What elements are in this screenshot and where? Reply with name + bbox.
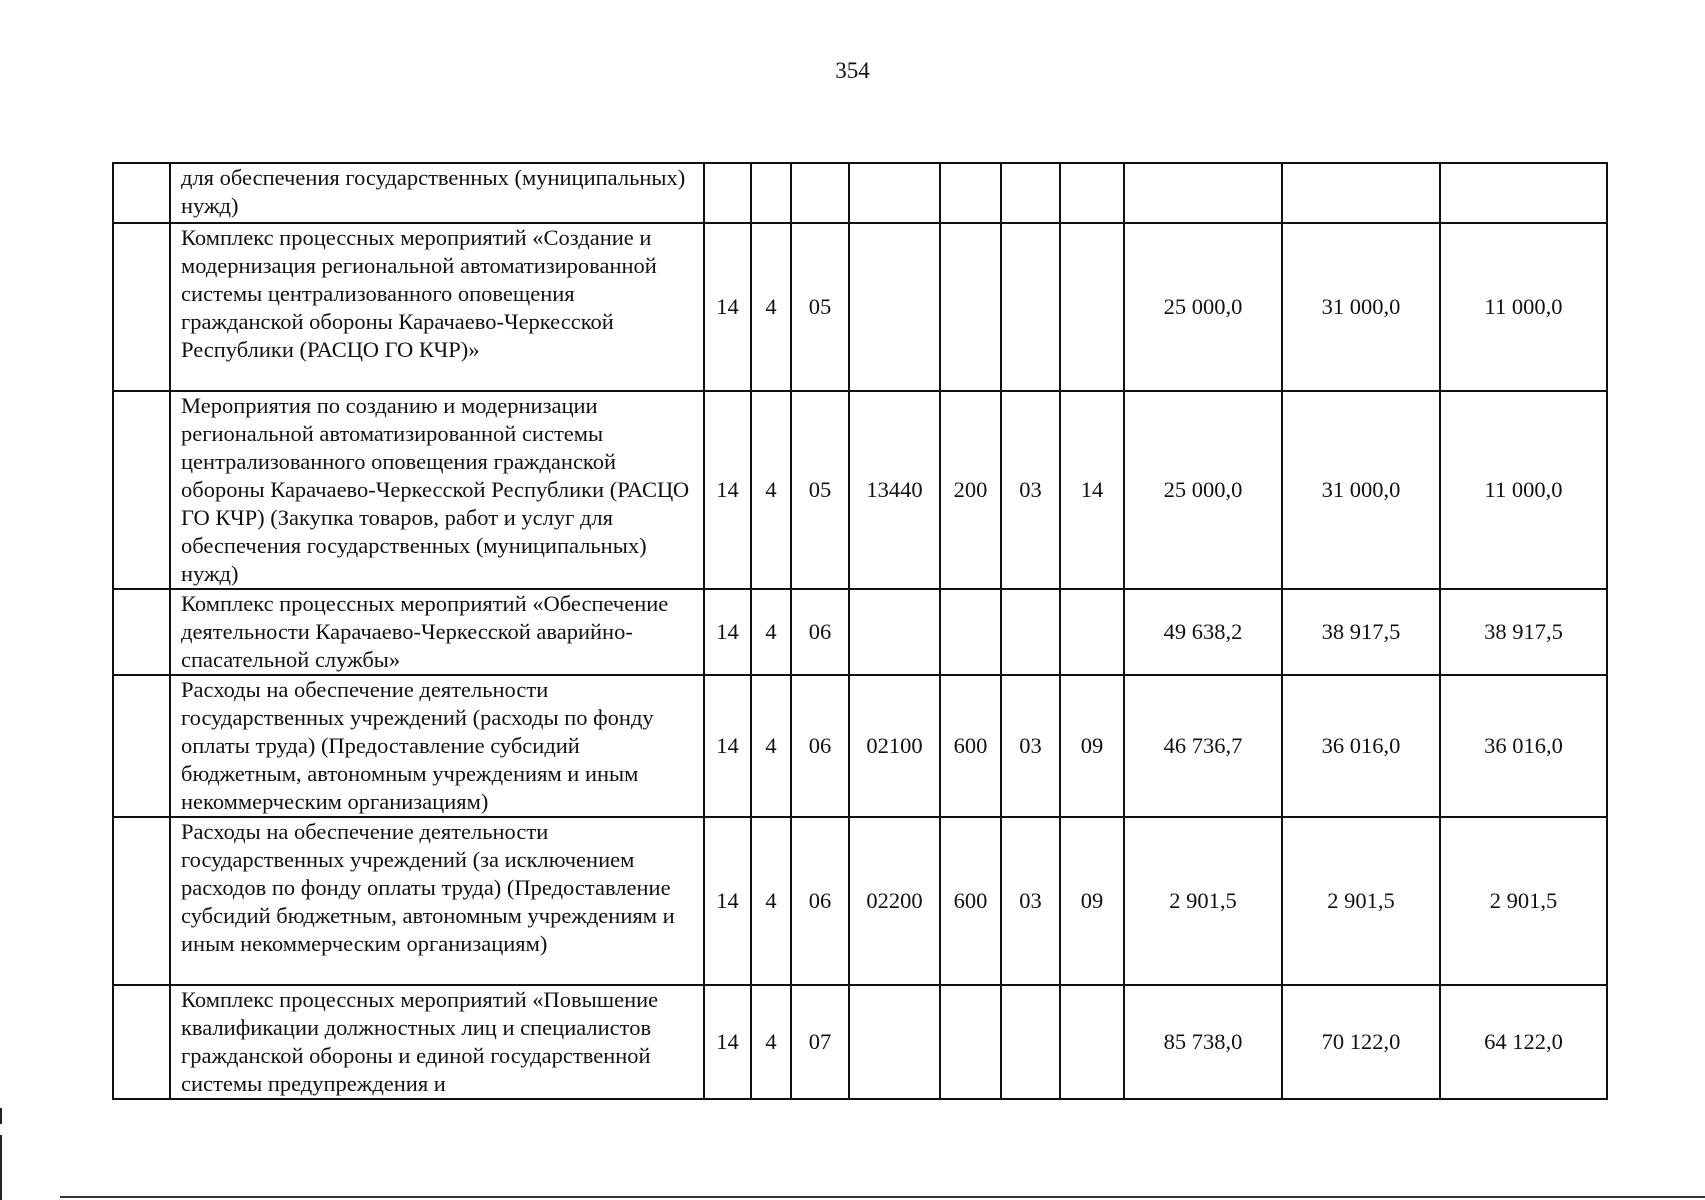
code-cell: 14 (704, 589, 751, 675)
code-cell (1001, 589, 1060, 675)
row-index-cell (113, 985, 170, 1099)
code-cell: 06 (791, 675, 849, 817)
amount-cell: 85 738,0 (1124, 985, 1282, 1099)
code-cell (940, 985, 1001, 1099)
amount-cell: 36 016,0 (1282, 675, 1440, 817)
code-cell: 14 (704, 817, 751, 985)
table-row (113, 985, 1607, 1099)
row-index-cell (113, 223, 170, 391)
amount-cell (1440, 163, 1607, 223)
amount-cell: 2 901,5 (1124, 817, 1282, 985)
code-cell: 600 (940, 817, 1001, 985)
description-cell: Комплекс процессных мероприятий «Обеспечение деятельности Карачаево-Черкесской аварийно-спасательной службы» (170, 589, 704, 675)
table-body (113, 163, 1607, 1099)
description-cell: Комплекс процессных мероприятий «Повышение квалификации должностных лиц и специалистов гражданской обороны и единой государственной системы предупреждения и (170, 985, 704, 1099)
amount-cell: 38 917,5 (1282, 589, 1440, 675)
table-row (113, 817, 1607, 985)
amount-cell (1282, 163, 1440, 223)
table-row (113, 589, 1607, 675)
code-cell: 06 (791, 817, 849, 985)
amount-cell: 38 917,5 (1440, 589, 1607, 675)
code-cell (940, 589, 1001, 675)
code-cell: 05 (791, 223, 849, 391)
row-index-cell (113, 163, 170, 223)
scan-artifact-mark (0, 1108, 2, 1124)
code-cell (791, 163, 849, 223)
code-cell (1060, 589, 1124, 675)
amount-cell: 36 016,0 (1440, 675, 1607, 817)
code-cell: 03 (1001, 675, 1060, 817)
amount-cell: 11 000,0 (1440, 391, 1607, 589)
code-cell (1001, 223, 1060, 391)
description-cell: Расходы на обеспечение деятельности государственных учреждений (расходы по фонду оплаты труда) (Предоставление субсидий бюджетным, автономным учреждениям и иным некоммерческим организациям) (170, 675, 704, 817)
amount-cell: 31 000,0 (1282, 223, 1440, 391)
table-row (113, 391, 1607, 589)
code-cell (1060, 985, 1124, 1099)
code-cell: 02100 (849, 675, 940, 817)
code-cell: 03 (1001, 817, 1060, 985)
code-cell: 4 (751, 675, 791, 817)
code-cell (1001, 163, 1060, 223)
row-index-cell (113, 391, 170, 589)
code-cell (704, 163, 751, 223)
row-index-cell (113, 675, 170, 817)
code-cell (849, 985, 940, 1099)
code-cell: 09 (1060, 675, 1124, 817)
amount-cell: 2 901,5 (1440, 817, 1607, 985)
code-cell: 4 (751, 391, 791, 589)
budget-table (112, 162, 1608, 1100)
amount-cell: 25 000,0 (1124, 223, 1282, 391)
code-cell: 14 (1060, 391, 1124, 589)
code-cell: 06 (791, 589, 849, 675)
code-cell (1060, 163, 1124, 223)
code-cell (940, 163, 1001, 223)
code-cell: 14 (704, 675, 751, 817)
amount-cell: 46 736,7 (1124, 675, 1282, 817)
code-cell: 03 (1001, 391, 1060, 589)
code-cell (940, 223, 1001, 391)
code-cell (849, 223, 940, 391)
code-cell (849, 163, 940, 223)
row-index-cell (113, 589, 170, 675)
code-cell: 13440 (849, 391, 940, 589)
code-cell: 4 (751, 223, 791, 391)
code-cell: 02200 (849, 817, 940, 985)
code-cell: 14 (704, 985, 751, 1099)
amount-cell: 64 122,0 (1440, 985, 1607, 1099)
amount-cell (1124, 163, 1282, 223)
amount-cell: 70 122,0 (1282, 985, 1440, 1099)
row-index-cell (113, 817, 170, 985)
code-cell: 4 (751, 985, 791, 1099)
table-row (113, 223, 1607, 391)
description-cell: Комплекс процессных мероприятий «Создание и модернизация региональной автоматизированной системы централизованного оповещения гражданской обороны Карачаево-Черкесской Республики (РАСЦО ГО КЧР)» (170, 223, 704, 391)
table-row (113, 675, 1607, 817)
amount-cell: 2 901,5 (1282, 817, 1440, 985)
code-cell (751, 163, 791, 223)
amount-cell: 49 638,2 (1124, 589, 1282, 675)
amount-cell: 11 000,0 (1440, 223, 1607, 391)
scan-artifact-line (60, 1196, 1705, 1198)
amount-cell: 25 000,0 (1124, 391, 1282, 589)
code-cell: 09 (1060, 817, 1124, 985)
description-cell: для обеспечения государственных (муниципальных) нужд) (170, 163, 704, 223)
code-cell (849, 589, 940, 675)
code-cell: 200 (940, 391, 1001, 589)
code-cell: 07 (791, 985, 849, 1099)
scan-artifact-mark (0, 1135, 2, 1200)
code-cell: 05 (791, 391, 849, 589)
page-number: 354 (835, 58, 870, 83)
description-cell: Мероприятия по созданию и модернизации региональной автоматизированной системы централизованного оповещения гражданской обороны Карачаево-Черкесской Республики (РАСЦО ГО КЧР) (Закупка товаров, работ и услуг для обеспечения государственных (муниципальных) нужд) (170, 391, 704, 589)
table-row (113, 163, 1607, 223)
code-cell (1060, 223, 1124, 391)
code-cell: 14 (704, 391, 751, 589)
code-cell: 14 (704, 223, 751, 391)
code-cell (1001, 985, 1060, 1099)
description-cell: Расходы на обеспечение деятельности государственных учреждений (за исключением расходов по фонду оплаты труда) (Предоставление субсидий бюджетным, автономным учреждениям и иным некоммерческим организациям) (170, 817, 704, 985)
code-cell: 4 (751, 817, 791, 985)
amount-cell: 31 000,0 (1282, 391, 1440, 589)
code-cell: 4 (751, 589, 791, 675)
code-cell: 600 (940, 675, 1001, 817)
